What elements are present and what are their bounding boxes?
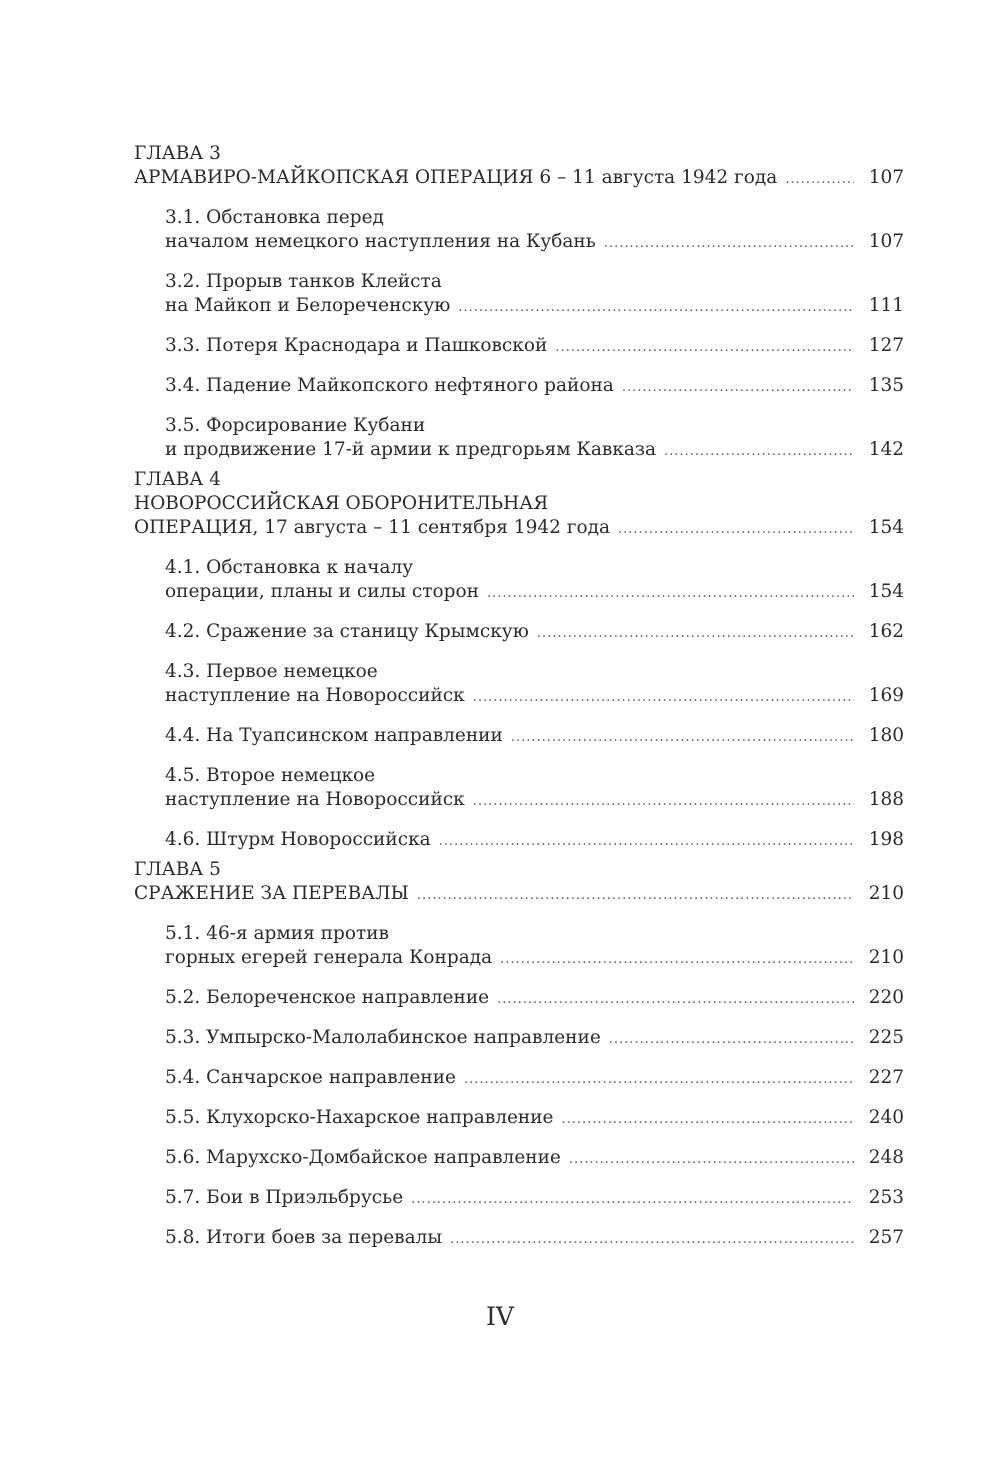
toc-entry[interactable] [134,270,904,320]
entry-line: 5.6. Марухско-Домбайское направление [165,1147,561,1168]
chapter-label: ГЛАВА 5 [134,859,221,880]
entry-line: операции, планы и силы сторон [165,581,479,602]
toc-chapter-row[interactable] [134,516,904,542]
toc-entry[interactable] [134,1066,904,1092]
toc-entry[interactable] [134,1106,904,1132]
dot-leader [417,884,854,908]
dot-leader [618,518,854,542]
dot-leader [458,296,854,320]
page-ref: 188 [868,789,904,810]
page-ref: 142 [868,439,904,460]
entry-line: 5.4. Санчарское направление [165,1067,456,1088]
toc-entry[interactable] [134,556,904,606]
dot-leader [439,830,854,854]
dot-leader [604,232,854,256]
dot-leader [511,726,854,750]
dot-leader [569,1148,854,1172]
toc-entry[interactable] [134,724,904,750]
page-ref: 154 [868,517,904,538]
entry-line: 5.7. Бои в Приэльбрусье [165,1187,404,1208]
toc-entry[interactable] [134,374,904,400]
page-ref: 180 [868,725,904,746]
entry-line: на Майкоп и Белореченскую [165,295,451,316]
entry-line: горных егерей генерала Конрада [165,947,493,968]
page-ref: 220 [868,987,904,1008]
page-ref: 198 [868,829,904,850]
chapter-title: НОВОРОССИЙСКАЯ ОБОРОНИТЕЛЬНАЯ [134,493,549,514]
toc-entry[interactable] [134,206,904,256]
toc-entry[interactable] [134,922,904,972]
entry-line: наступление на Новороссийск [165,685,465,706]
toc-entry[interactable] [134,764,904,814]
dot-leader [555,336,854,360]
toc-entry[interactable] [134,334,904,360]
page-ref: 135 [868,375,904,396]
page-ref: 169 [868,685,904,706]
page-ref: 127 [868,335,904,356]
page-ref: 210 [868,947,904,968]
page-ref: 253 [868,1187,904,1208]
toc-entry[interactable] [134,986,904,1012]
page-ref: 248 [868,1147,904,1168]
toc-entry[interactable] [134,620,904,646]
chapter-title: ОПЕРАЦИЯ, 17 августа – 11 сентября 1942 года [134,517,611,538]
entry-line: 4.3. Первое немецкое [165,661,378,682]
chapter-label: ГЛАВА 4 [134,469,221,490]
toc-entry[interactable] [134,414,904,464]
toc-entry[interactable] [134,1186,904,1212]
dot-leader [622,376,854,400]
page-ref: 107 [868,231,904,252]
chapter-title: АРМАВИРО-МАЙКОПСКАЯ ОПЕРАЦИЯ 6 – 11 августа 1942 года [134,167,778,188]
entry-line: 5.2. Белореченское направление [165,987,490,1008]
entry-line: 5.3. Умпырско-Малолабинское направление [165,1027,601,1048]
page-number: IV [486,1302,514,1331]
dot-leader [562,1108,854,1132]
entry-line: 3.1. Обстановка перед [165,207,384,228]
table-of-contents [134,142,904,1252]
entry-line: 4.6. Штурм Новороссийска [165,829,431,850]
dot-leader [473,790,854,814]
entry-line: началом немецкого наступления на Кубань [165,231,596,252]
entry-line: 4.5. Второе немецкое [165,765,376,786]
entry-line: 4.2. Сражение за станицу Крымскую [165,621,529,642]
page-ref: 154 [868,581,904,602]
toc-entry[interactable] [134,1026,904,1052]
chapter-title: СРАЖЕНИЕ ЗА ПЕРЕВАЛЫ [134,883,409,904]
dot-leader [664,440,854,464]
toc-entry[interactable] [134,1226,904,1252]
entry-line: 4.4. На Туапсинском направлении [165,725,503,746]
toc-chapter-row[interactable] [134,166,904,192]
dot-leader [497,988,854,1012]
entry-line: 5.1. 46-я армия против [165,923,389,944]
entry-line: и продвижение 17-й армии к предгорьям Кавказа [165,439,657,460]
entry-line: 3.3. Потеря Краснодара и Пашковской [165,335,548,356]
toc-chapter-row[interactable] [134,882,904,908]
dot-leader [537,622,854,646]
dot-leader [464,1068,854,1092]
entry-line: наступление на Новороссийск [165,789,465,810]
dot-leader [411,1188,854,1212]
page-ref: 107 [868,167,904,188]
page-ref: 257 [868,1227,904,1248]
entry-line: 5.5. Клухорско-Нахарское направление [165,1107,554,1128]
entry-line: 3.4. Падение Майкопского нефтяного района [165,375,614,396]
chapter-label: ГЛАВА 3 [134,143,221,164]
page-ref: 240 [868,1107,904,1128]
toc-entry[interactable] [134,660,904,710]
dot-leader [473,686,854,710]
page-ref: 225 [868,1027,904,1048]
dot-leader [609,1028,854,1052]
page-ref: 162 [868,621,904,642]
page-ref: 111 [868,295,904,316]
page-ref: 210 [868,883,904,904]
toc-entry[interactable] [134,1146,904,1172]
entry-line: 4.1. Обстановка к началу [165,557,414,578]
toc-entry[interactable] [134,828,904,854]
entry-line: 3.2. Прорыв танков Клейста [165,271,442,292]
entry-line: 3.5. Форсирование Кубани [165,415,426,436]
entry-line: 5.8. Итоги боев за перевалы [165,1227,443,1248]
page-ref: 227 [868,1067,904,1088]
dot-leader [450,1228,854,1252]
dot-leader [785,168,854,192]
dot-leader [500,948,854,972]
dot-leader [487,582,854,606]
